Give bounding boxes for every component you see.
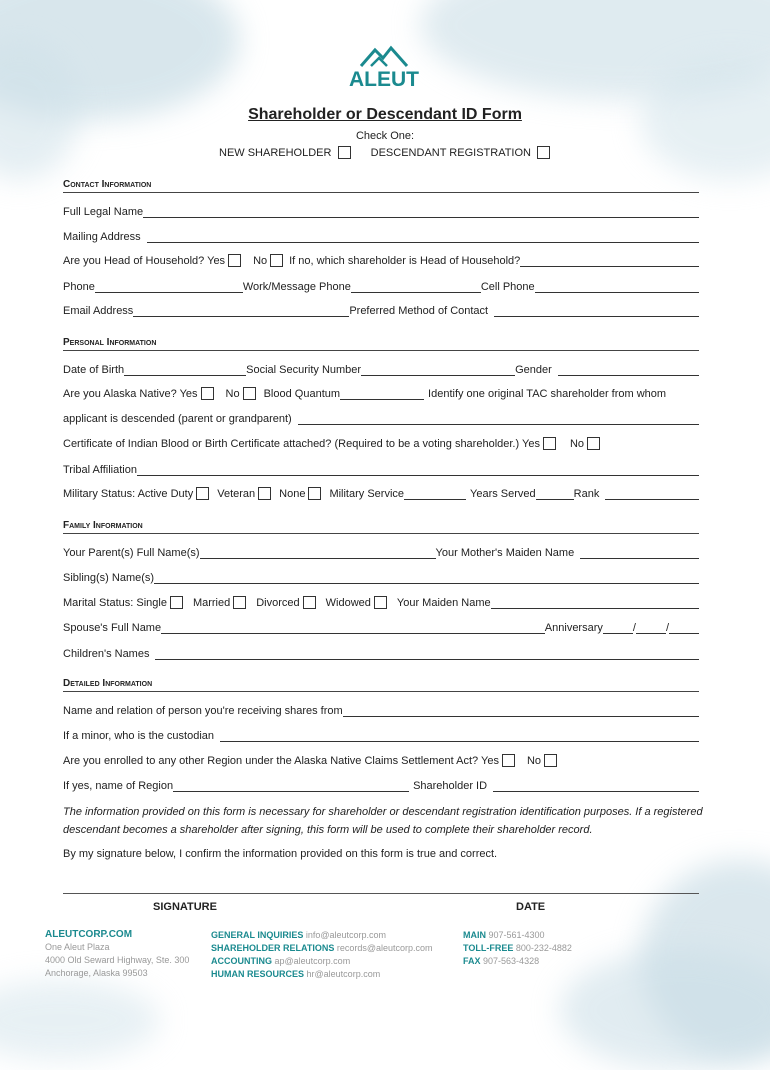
full-legal-name-row xyxy=(63,205,699,218)
mailing-address-row xyxy=(63,230,699,243)
veteran-label: Veteran xyxy=(217,488,256,500)
identify-shareholder-label: Identify one original TAC shareholder from whom xyxy=(428,388,667,400)
head-of-household-label: Are you Head of Household? Yes xyxy=(63,255,226,267)
region-name-row xyxy=(63,779,699,792)
other-region-no-label: No xyxy=(526,755,542,767)
parents-field[interactable] xyxy=(200,546,436,559)
section-heading-detailed: Detailed Information xyxy=(63,678,699,692)
tribal-row xyxy=(63,463,699,476)
other-region-no-checkbox[interactable] xyxy=(544,754,557,767)
cell-phone-label: Cell Phone xyxy=(480,281,535,293)
head-of-household-row xyxy=(63,254,699,267)
footer-address-line: Anchorage, Alaska 99503 xyxy=(45,968,148,978)
anniversary-day-field[interactable] xyxy=(636,621,666,634)
anniversary-month-field[interactable] xyxy=(603,621,633,634)
certificate-no-checkbox[interactable] xyxy=(587,437,600,450)
spouse-field[interactable] xyxy=(161,621,545,634)
footer-phones xyxy=(463,929,572,968)
married-label: Married xyxy=(192,597,231,609)
full-legal-name-field[interactable] xyxy=(143,205,699,218)
preferred-contact-field[interactable] xyxy=(494,304,699,317)
date-slash: / xyxy=(665,622,669,634)
anniversary-year-field[interactable] xyxy=(669,621,699,634)
certificate-no-label: No xyxy=(569,438,585,450)
descended-field[interactable] xyxy=(298,412,699,425)
military-service-field[interactable] xyxy=(404,487,466,500)
footer-contact-label: HUMAN RESOURCES xyxy=(211,969,305,979)
parents-row xyxy=(63,546,699,559)
head-of-household-field[interactable] xyxy=(520,254,699,267)
dob-label: Date of Birth xyxy=(63,364,125,376)
rank-label: Rank xyxy=(573,488,600,500)
military-active-label: Military Status: Active Duty xyxy=(63,488,194,500)
section-heading-personal: Personal Information xyxy=(63,337,699,351)
children-row xyxy=(63,647,699,660)
section-heading-contact: Contact Information xyxy=(63,179,699,193)
new-shareholder-label: NEW SHAREHOLDER xyxy=(219,147,332,159)
footer-phone-number[interactable]: 907-561-4300 xyxy=(488,930,545,940)
marital-single-label: Marital Status: Single xyxy=(63,597,167,609)
footer-phone-label: TOLL-FREE xyxy=(463,943,514,953)
footer-contact-label: ACCOUNTING xyxy=(211,956,272,966)
work-phone-field[interactable] xyxy=(351,280,481,293)
footer-contacts xyxy=(211,929,433,981)
siblings-field[interactable] xyxy=(154,571,699,584)
alaska-native-yes-checkbox[interactable] xyxy=(201,387,214,400)
head-of-household-no-checkbox[interactable] xyxy=(270,254,283,267)
cell-phone-field[interactable] xyxy=(535,280,699,293)
full-legal-name-label: Full Legal Name xyxy=(63,206,144,218)
footer-phone-label: FAX xyxy=(463,956,481,966)
mailing-address-field[interactable] xyxy=(147,230,699,243)
spouse-label: Spouse's Full Name xyxy=(63,622,162,634)
confirm-text: By my signature below, I confirm the information provided on this form is true and correct. xyxy=(63,848,498,860)
watercolor-decoration xyxy=(0,980,160,1060)
region-name-field[interactable] xyxy=(173,779,409,792)
watercolor-decoration xyxy=(560,950,770,1070)
relation-label: Name and relation of person you're receiving shares from xyxy=(63,705,343,717)
check-one-label: Check One: xyxy=(355,130,415,142)
ssn-label: Social Security Number xyxy=(246,364,362,376)
footer-address-line: One Aleut Plaza xyxy=(45,942,110,952)
region-name-label: If yes, name of Region xyxy=(63,780,174,792)
divorced-checkbox[interactable] xyxy=(303,596,316,609)
none-label: None xyxy=(279,488,306,500)
descended-row xyxy=(63,412,699,425)
email-field[interactable] xyxy=(133,304,349,317)
military-service-label: Military Service xyxy=(329,488,405,500)
siblings-row xyxy=(63,571,699,584)
email-label: Email Address xyxy=(63,305,134,317)
married-checkbox[interactable] xyxy=(233,596,246,609)
footer-contact-email[interactable]: hr@aleutcorp.com xyxy=(306,969,381,979)
descendant-registration-checkbox[interactable] xyxy=(537,146,550,159)
head-of-household-yes-checkbox[interactable] xyxy=(228,254,241,267)
divorced-label: Divorced xyxy=(256,597,300,609)
alaska-native-label: Are you Alaska Native? Yes xyxy=(63,388,198,400)
gender-field[interactable] xyxy=(558,363,699,376)
children-field[interactable] xyxy=(155,647,699,660)
shareholder-id-label: Shareholder ID xyxy=(413,780,488,792)
alaska-native-no-checkbox[interactable] xyxy=(243,387,256,400)
mountain-logo-icon xyxy=(359,44,409,68)
certificate-row xyxy=(63,437,699,450)
footer-contact-email[interactable]: records@aleutcorp.com xyxy=(336,943,433,953)
signature-line xyxy=(63,893,699,894)
children-label: Children's Names xyxy=(63,648,150,660)
ssn-field[interactable] xyxy=(361,363,515,376)
section-heading-family: Family Information xyxy=(63,520,699,534)
new-shareholder-checkbox[interactable] xyxy=(338,146,351,159)
registration-type-row xyxy=(219,146,550,159)
date-slash: / xyxy=(632,622,636,634)
phone-row xyxy=(63,280,699,293)
preferred-contact-label: Preferred Method of Contact xyxy=(349,305,489,317)
footer-contact-email[interactable]: info@aleutcorp.com xyxy=(305,930,387,940)
footer-phone-label: MAIN xyxy=(463,930,486,940)
custodian-field[interactable] xyxy=(220,729,699,742)
military-row xyxy=(63,487,699,500)
marital-row xyxy=(63,596,699,609)
spouse-row xyxy=(63,621,699,634)
active-duty-checkbox[interactable] xyxy=(196,487,209,500)
footer-phone-number[interactable]: 907-563-4328 xyxy=(483,956,540,966)
tribal-label: Tribal Affiliation xyxy=(63,464,137,476)
your-maiden-field[interactable] xyxy=(491,596,699,609)
relation-row xyxy=(63,704,699,717)
siblings-label: Sibling(s) Name(s) xyxy=(63,572,155,584)
notice-text: The information provided on this form is necessary for shareholder or descendant registration identification purposes. If a registered descendant becomes a shareholder after signing, this form will be used to complete their shareholder record. xyxy=(63,806,703,836)
your-maiden-label: Your Maiden Name xyxy=(396,597,491,609)
form-title: Shareholder or Descendant ID Form xyxy=(248,106,522,123)
head-of-household-no-label: No xyxy=(253,255,268,267)
descendant-registration-label: DESCENDANT REGISTRATION xyxy=(370,147,531,159)
blood-quantum-label: Blood Quantum xyxy=(263,388,341,400)
logo-text: ALEUT xyxy=(349,68,419,91)
other-region-row xyxy=(63,754,699,767)
work-phone-label: Work/Message Phone xyxy=(242,281,351,293)
other-region-label: Are you enrolled to any other Region under the Alaska Native Claims Settlement Act? Yes xyxy=(63,755,499,767)
dob-row xyxy=(63,363,699,376)
signature-label: SIGNATURE xyxy=(153,901,217,913)
date-label: DATE xyxy=(516,901,546,913)
widowed-label: Widowed xyxy=(325,597,371,609)
footer-address xyxy=(45,928,189,980)
head-of-household-which-label: If no, which shareholder is Head of Household? xyxy=(289,255,521,267)
descended-label: applicant is descended (parent or grandparent) xyxy=(63,413,292,425)
other-region-yes-checkbox[interactable] xyxy=(502,754,515,767)
tribal-field[interactable] xyxy=(137,463,699,476)
custodian-row xyxy=(63,729,699,742)
years-served-label: Years Served xyxy=(470,488,536,500)
phone-field[interactable] xyxy=(95,280,243,293)
footer-contact-email[interactable]: ap@aleutcorp.com xyxy=(274,956,351,966)
email-row xyxy=(63,304,699,317)
anniversary-label: Anniversary xyxy=(544,622,603,634)
custodian-label: If a minor, who is the custodian xyxy=(63,730,215,742)
certificate-label: Certificate of Indian Blood or Birth Certificate attached? (Required to be a voting shareholder.) Yes xyxy=(63,438,540,450)
certificate-yes-checkbox[interactable] xyxy=(543,437,556,450)
shareholder-id-field[interactable] xyxy=(493,779,699,792)
aleut-logo xyxy=(343,44,425,92)
mothers-maiden-field[interactable] xyxy=(580,546,699,559)
years-served-field[interactable] xyxy=(536,487,574,500)
footer-contact-label: GENERAL INQUIRIES xyxy=(211,930,304,940)
veteran-checkbox[interactable] xyxy=(258,487,271,500)
mailing-address-label: Mailing Address xyxy=(63,231,141,243)
dob-field[interactable] xyxy=(124,363,246,376)
footer-address-line: 4000 Old Seward Highway, Ste. 300 xyxy=(45,955,190,965)
rank-field[interactable] xyxy=(605,487,699,500)
footer-site: ALEUTCORP.COM xyxy=(45,929,133,940)
alaska-native-row xyxy=(63,387,699,400)
widowed-checkbox[interactable] xyxy=(374,596,387,609)
mothers-maiden-label: Your Mother's Maiden Name xyxy=(435,547,575,559)
alaska-native-no-label: No xyxy=(225,388,240,400)
phone-label: Phone xyxy=(63,281,95,293)
footer-phone-number[interactable]: 800-232-4882 xyxy=(515,943,572,953)
parents-label: Your Parent(s) Full Name(s) xyxy=(63,547,200,559)
relation-field[interactable] xyxy=(343,704,699,717)
blood-quantum-field[interactable] xyxy=(340,387,424,400)
none-checkbox[interactable] xyxy=(308,487,321,500)
single-checkbox[interactable] xyxy=(170,596,183,609)
footer-contact-label: SHAREHOLDER RELATIONS xyxy=(211,943,335,953)
gender-label: Gender xyxy=(515,364,552,376)
